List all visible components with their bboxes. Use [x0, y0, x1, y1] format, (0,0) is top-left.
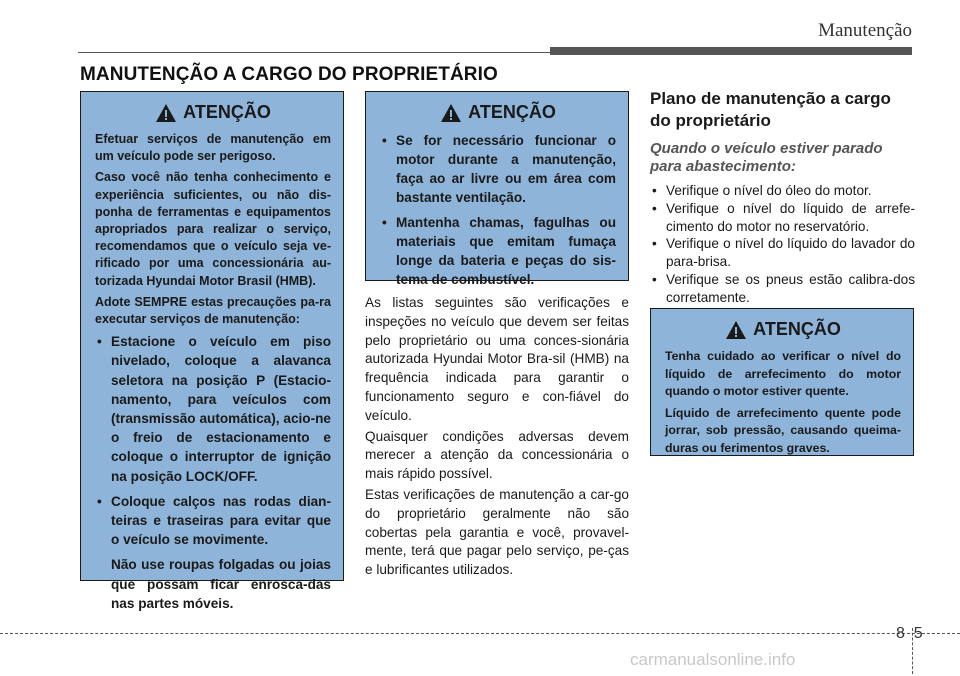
- maintenance-plan: [650, 88, 915, 307]
- warning-box-general: [80, 91, 344, 611]
- warning-list: [95, 332, 331, 613]
- warning-header: [665, 319, 901, 340]
- warning-header: [95, 102, 331, 123]
- warning-triangle-icon: [725, 320, 747, 340]
- warning-title: ATENÇÃO: [468, 102, 556, 122]
- warning-paragraph: Caso você não tenha conhecimento e experiência suficientes, ou não dis-ponha de ferramentas e equipamentos apropriados para realizar o serviço, recomendamos que o veículo seja ve-rificado por uma concessionária au-torizada Hyundai Motor Brasil (HMB).: [95, 170, 331, 288]
- body-paragraph: Quaisquer condições adversas devem merecer a atenção da concessionária o mais rápido possível.: [365, 428, 629, 482]
- plan-list-item: • Verifique o nível do líquido do lavador do para-brisa.: [650, 235, 915, 271]
- plan-list: [650, 182, 915, 307]
- plan-list-item: • Verifique o nível do líquido de arrefe-cimento do motor no reservatório.: [650, 200, 915, 236]
- body-paragraph: Estas verificações de manutenção a car-go do proprietário geralmente não são cobertas pela garantia e você, provavel-mente, terá que pagar pelo serviço, pe-ças e lubrificantes utilizados.: [365, 486, 629, 578]
- warning-list-item: [95, 332, 331, 486]
- warning-box-ventilation: [365, 91, 629, 287]
- watermark: carmanualsonline.info: [630, 650, 796, 669]
- warning-list: [380, 131, 616, 289]
- chapter-number: 8: [896, 625, 905, 642]
- warning-list-item: • Se for necessário funcionar o motor durante a manutenção, faça ao ar livre ou em área com bastante ventilação.: [380, 131, 616, 207]
- warning-list-subtext: Não use roupas folgadas ou joias que possam ficar enrosca-das nas partes móveis.: [111, 557, 331, 611]
- warning-list-text: Estacione o veículo em piso nivelado, coloque a alavanca seletora na posição P (Estacio-namento, para veículos com (transmissão automática), acio-ne o freio de estacionamento e coloque o interruptor de ignição na posição LOCK/OFF.: [111, 334, 331, 484]
- warning-triangle-icon: [440, 103, 462, 123]
- header-bar: [550, 47, 912, 55]
- warning-list-text: Coloque calços nas rodas dian-teiras e traseiras para evitar que o veículo se movimente.: [111, 493, 331, 548]
- warning-title: ATENÇÃO: [753, 319, 841, 339]
- page-index: 5: [913, 625, 923, 642]
- page-number: [896, 625, 923, 643]
- warning-list-item: [95, 492, 331, 613]
- plan-subtitle: Quando o veículo estiver parado para abastecimento:: [650, 140, 883, 175]
- warning-paragraph: Líquido de arrefecimento quente pode jorrar, sob pressão, causando queima-duras ou ferimentos graves.: [665, 405, 901, 455]
- plan-title: Plano de manutenção a cargo do proprietário: [650, 89, 891, 130]
- warning-paragraph: Adote SEMPRE estas precauções pa-ra executar serviços de manutenção:: [95, 294, 331, 327]
- body-text: [365, 294, 629, 582]
- footer-rule: [0, 633, 960, 634]
- warning-title: ATENÇÃO: [183, 102, 271, 122]
- header-rule: [78, 52, 912, 53]
- running-header: Manutenção: [818, 20, 912, 41]
- warning-paragraph: Efetuar serviços de manutenção em um veículo pode ser perigoso.: [95, 132, 331, 164]
- warning-box-coolant: [650, 308, 914, 456]
- warning-list-item: • Mantenha chamas, fagulhas ou materiais que emitam fumaça longe da bateria e peças do sis-tema de combustível.: [380, 213, 616, 289]
- section-title: MANUTENÇÃO A CARGO DO PROPRIETÁRIO: [80, 64, 498, 85]
- warning-header: [380, 102, 616, 123]
- plan-list-item: • Verifique o nível do óleo do motor.: [650, 182, 915, 200]
- warning-paragraph: Tenha cuidado ao verificar o nível do líquido de arrefecimento do motor quando o motor estiver quente.: [665, 349, 901, 398]
- warning-triangle-icon: [155, 103, 177, 123]
- body-paragraph: As listas seguintes são verificações e inspeções no veículo que devem ser feitas pelo proprietário ou uma conces-sionária autorizada Hyundai Motor Bra-sil (HMB) na frequência indicada para garantir o funcionamento seguro e con-fiável do veículo.: [365, 295, 629, 423]
- plan-list-item: • Verifique se os pneus estão calibra-dos corretamente.: [650, 271, 915, 307]
